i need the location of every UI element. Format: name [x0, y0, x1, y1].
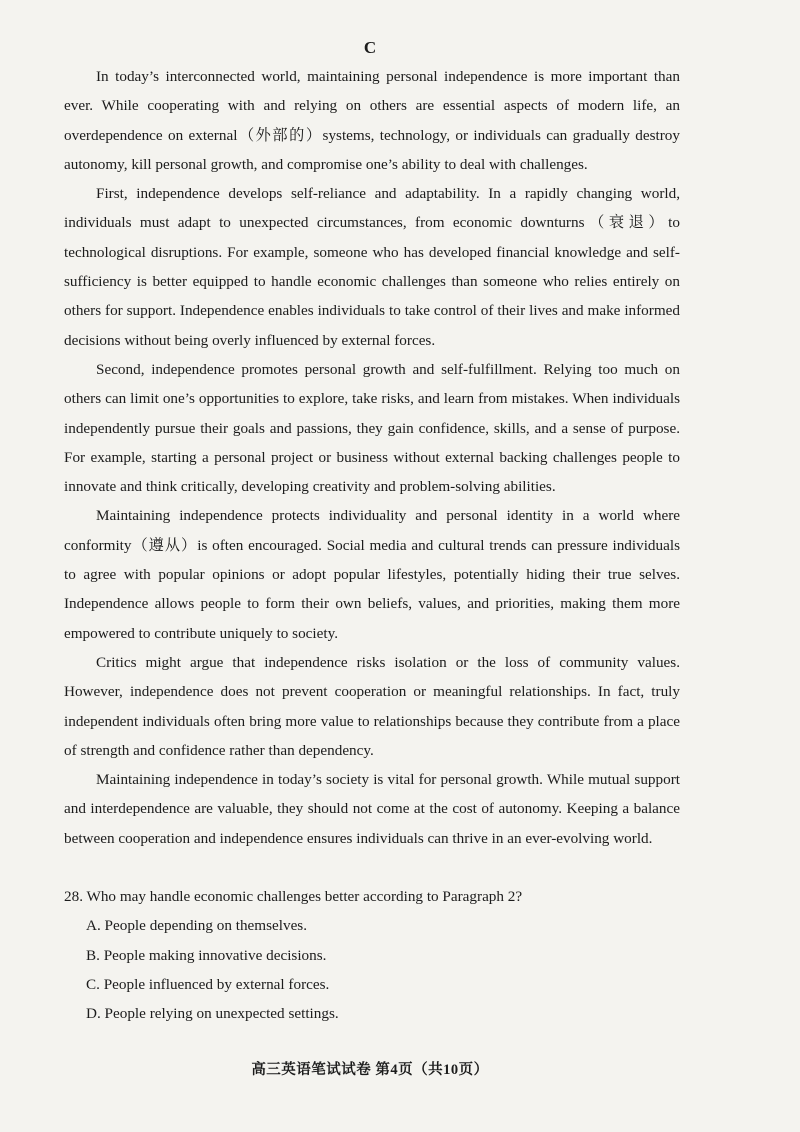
option-c: C. People influenced by external forces. [86, 975, 330, 993]
answer-options [64, 911, 680, 1028]
question-28 [64, 882, 680, 1028]
paragraph: In today’s interconnected world, maintaining personal independence is more important than ever. While cooperating with and relying on others are essential aspects of modern life, an overdependence on external（外部的）systems, technology, or individuals can gradually destroy autonomy, kill personal growth, and compromise one’s ability to deal with challenges. [64, 68, 680, 173]
question-stem: 28. Who may handle economic challenges better according to Paragraph 2? [64, 888, 523, 905]
page-footer: 高三英语笔试试卷 第4页（共10页） [251, 1062, 489, 1078]
paragraph: First, independence develops self-reliance and adaptability. In a rapidly changing world, individuals must adapt to unexpected circumstances, from economic downturns（衰退）to technological disruptions. For example, someone who has developed financial knowledge and self-sufficiency is better equipped to handle economic challenges than someone who relies entirely on others for support. Independence enables individuals to take control of their lives and make informed decisions without being overly influenced by external forces. [64, 185, 680, 349]
paragraph: Maintaining independence in today’s society is vital for personal growth. While mutual support and interdependence are valuable, they should not come at the cost of autonomy. Keeping a balance between cooperation and independence ensures individuals can thrive in an ever-evolving world. [64, 771, 680, 847]
option-d: D. People relying on unexpected settings. [86, 1005, 339, 1023]
section-heading: C [363, 38, 377, 57]
paragraph: Second, independence promotes personal growth and self-fulfillment. Relying too much on others can limit one’s opportunities to explore, take risks, and learn from mistakes. When individuals independently pursue their goals and passions, they gain confidence, skills, and a sense of purpose. For example, starting a personal project or business without external backing challenges people to innovate and think critically, developing creativity and problem-solving abilities. [64, 360, 680, 496]
reading-passage [64, 62, 680, 853]
paragraph: Critics might argue that independence risks isolation or the loss of community values. However, independence does not prevent cooperation or meaningful relationships. In fact, truly independent individuals often bring more value to relationships because they contribute from a place of strength and confidence rather than dependency. [64, 653, 680, 759]
option-a: A. People depending on themselves. [86, 917, 308, 935]
option-b: B. People making innovative decisions. [86, 946, 327, 964]
paragraph: Maintaining independence protects individuality and personal identity in a world where conformity（遵从）is often encouraged. Social media and cultural trends can pressure individuals to agree with popular opinions or adopt popular lifestyles, potentially hiding their true selves. Independence allows people to form their own beliefs, values, and priorities, making them more empowered to contribute uniquely to society. [64, 507, 680, 642]
